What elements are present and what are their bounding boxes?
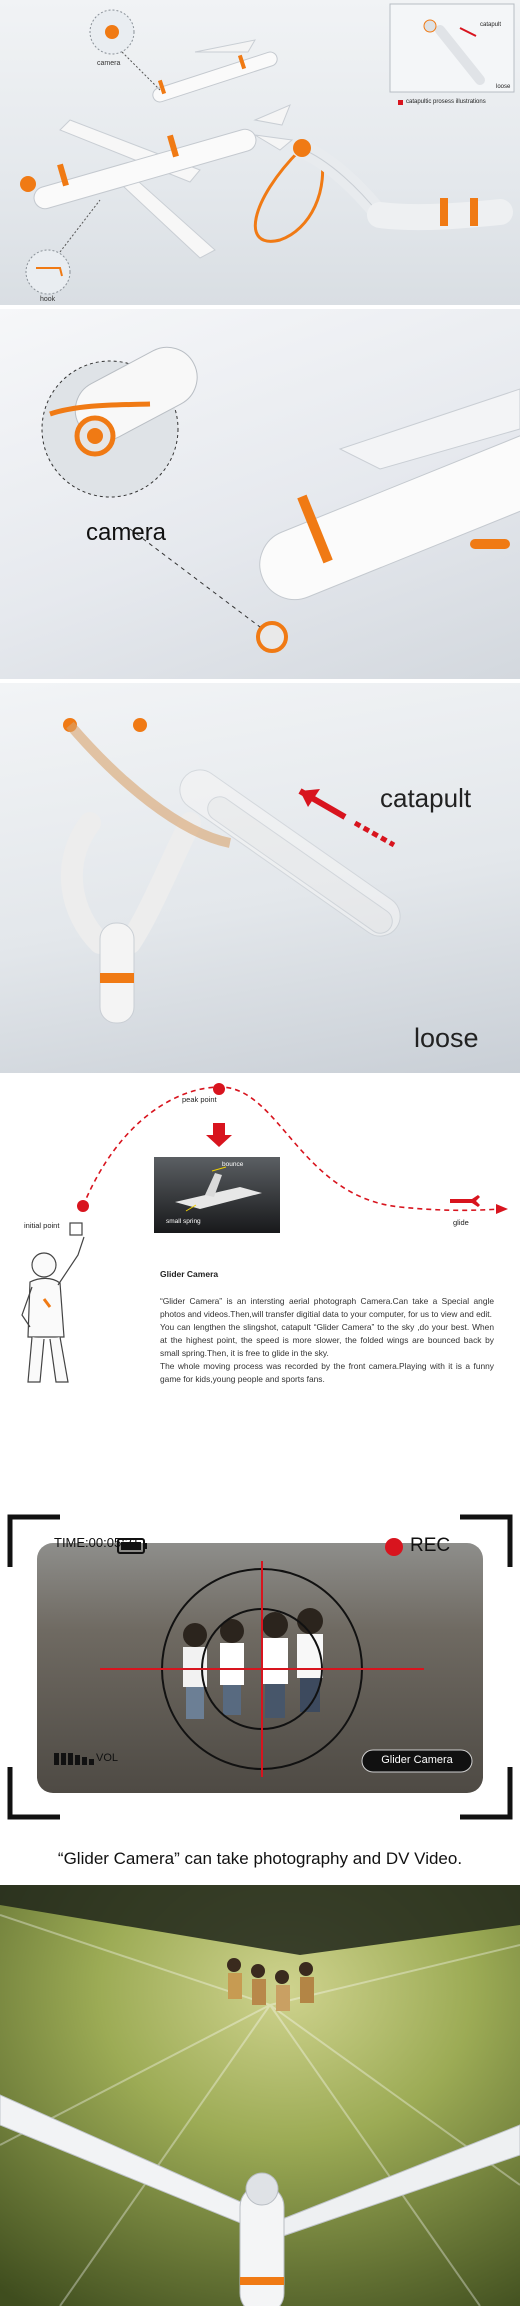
description-title: Glider Camera xyxy=(160,1269,219,1279)
product-overview-panel xyxy=(0,0,520,305)
camera-closeup-panel xyxy=(0,309,520,679)
inset-loose-label: loose xyxy=(496,84,511,90)
rec-label: REC xyxy=(410,1535,451,1556)
recording-time: TIME:00:05:21 xyxy=(54,1535,140,1550)
loose-label: loose xyxy=(414,1023,479,1053)
description-para-2: You can lengthen the slingshot, catapult “Glider Camera” to the sky ,do your best. When at the highest point, the speed is more slower, the folded wings are bounced back by small spring.Then, it is free to glide in the sky. xyxy=(160,1322,494,1358)
camera-label: camera xyxy=(86,519,167,546)
small-spring-label: small spring xyxy=(166,1218,201,1225)
airplane-icon xyxy=(450,1195,480,1207)
inset-legend-text: catapultic prosess illustrations xyxy=(406,99,486,105)
description-para-1: “Glider Camera” is an intersting aerial photograph Camera.Can take a Special angle photos and videos.Then,will transfer digitial data to your computer, for us to view and edit. xyxy=(160,1296,494,1319)
legend-marker-icon xyxy=(398,100,403,105)
bounce-label: bounce xyxy=(222,1161,244,1168)
viewfinder-panel xyxy=(0,1507,520,1877)
down-arrow-icon xyxy=(213,1123,225,1135)
peak-point-label: peak point xyxy=(182,1095,217,1104)
callout-hook-label: hook xyxy=(40,296,56,303)
description-para-3: The whole moving process was recorded by the front camera.Playing with it is a funny game for kids,young people and sports fans. xyxy=(160,1361,494,1384)
camera-lens-icon xyxy=(105,25,119,39)
catapult-panel xyxy=(0,683,520,1073)
aerial-view-render xyxy=(0,1885,520,2306)
hook-callout-circle xyxy=(26,250,70,294)
glider-body xyxy=(20,105,292,258)
front-camera-lens-icon xyxy=(258,623,286,651)
peak-point-marker xyxy=(213,1083,225,1095)
rec-dot-icon xyxy=(385,1538,403,1556)
viewfinder-caption: “Glider Camera” can take photography and DV Video. xyxy=(57,1849,463,1868)
volume-label: VOL xyxy=(96,1752,119,1764)
inset-catapult-label: catapult xyxy=(480,22,502,28)
glider-small xyxy=(151,40,279,104)
initial-point-label: initial point xyxy=(24,1221,60,1230)
flight-path-diagram xyxy=(0,1077,520,1507)
slingshot xyxy=(255,139,500,241)
person-illustration xyxy=(22,1223,84,1382)
product-overview-render xyxy=(0,0,520,305)
catapult-render xyxy=(0,683,520,1073)
camera-closeup-render xyxy=(0,309,520,679)
glider-camera-badge: Glider Camera xyxy=(381,1754,453,1766)
description-body xyxy=(160,1295,494,1386)
flight-path-panel xyxy=(0,1077,520,1507)
initial-point-marker xyxy=(77,1200,89,1212)
aerial-view-panel xyxy=(0,1885,520,2306)
glide-label: glide xyxy=(453,1218,469,1227)
catapult-label: catapult xyxy=(380,783,472,813)
trajectory-line xyxy=(83,1087,500,1210)
callout-camera-label: camera xyxy=(97,60,121,67)
viewfinder-frame xyxy=(0,1507,520,1877)
